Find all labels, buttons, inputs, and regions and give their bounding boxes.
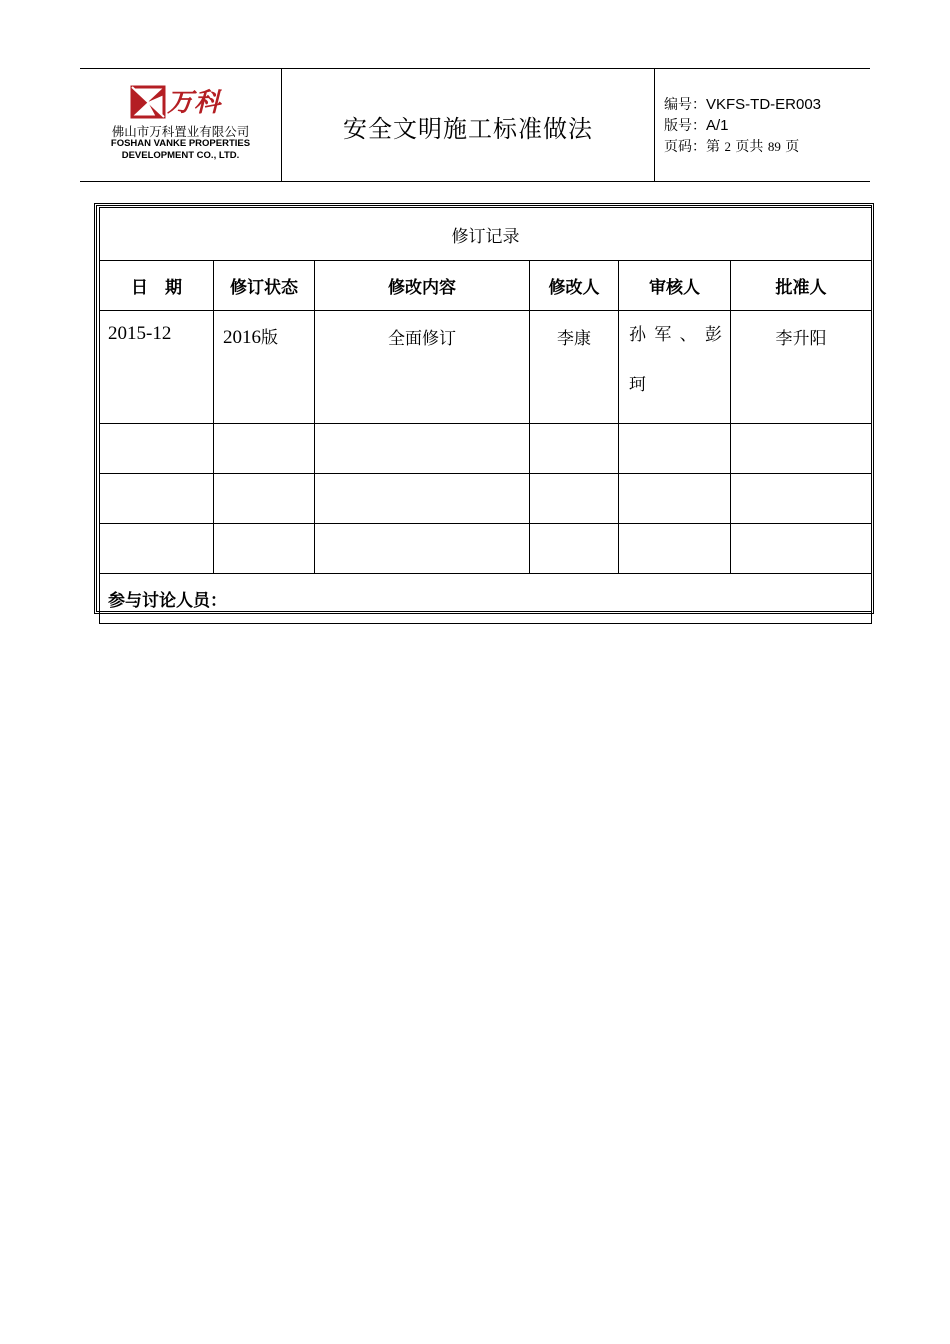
doc-meta-block	[655, 69, 870, 181]
table-row-empty	[100, 474, 872, 524]
page-suffix: 页	[780, 139, 800, 155]
page-number	[664, 138, 799, 156]
discussion-participants-label: 参与讨论人员：	[100, 574, 872, 624]
table-row-empty	[100, 424, 872, 474]
page-total: 89	[767, 139, 781, 154]
empty-cell	[315, 524, 530, 574]
revision-table-title: 修订记录	[100, 208, 872, 261]
doc-version-label: 版号：	[664, 118, 706, 134]
column-header-date: 日 期	[100, 261, 214, 311]
empty-cell	[315, 424, 530, 474]
page-middle: 页共	[730, 139, 768, 155]
cell-version	[214, 311, 315, 424]
empty-cell	[100, 424, 214, 474]
cell-approver: 李升阳	[731, 311, 872, 424]
empty-cell	[214, 424, 315, 474]
vanke-logo-icon	[130, 85, 166, 119]
empty-cell	[731, 474, 872, 524]
empty-cell	[731, 424, 872, 474]
company-name-cn: 佛山市万科置业有限公司	[111, 124, 250, 139]
cell-reviewer	[619, 311, 731, 424]
empty-cell	[731, 524, 872, 574]
reviewer-line2: 珂	[629, 375, 646, 395]
cell-content: 全面修订	[315, 311, 530, 424]
revision-table	[99, 207, 872, 624]
table-title-row	[100, 208, 872, 261]
doc-code-label: 编号：	[664, 97, 706, 113]
empty-cell	[619, 424, 731, 474]
page-header	[80, 68, 870, 182]
empty-cell	[214, 474, 315, 524]
company-logo-block	[80, 69, 282, 181]
version-number: 2016	[223, 327, 261, 348]
empty-cell	[530, 474, 619, 524]
page-label: 页码：	[664, 139, 706, 155]
column-header-modifier: 修改人	[530, 261, 619, 311]
table-row-empty	[100, 524, 872, 574]
column-header-content: 修改内容	[315, 261, 530, 311]
table-footer-row	[100, 574, 872, 624]
empty-cell	[619, 524, 731, 574]
title-block	[282, 69, 655, 181]
version-suffix: 版	[261, 328, 278, 348]
empty-cell	[619, 474, 731, 524]
company-name-en-line1: FOSHAN VANKE PROPERTIES	[110, 138, 251, 149]
empty-cell	[530, 524, 619, 574]
column-header-approver: 批准人	[731, 261, 872, 311]
doc-version-value: A/1	[706, 117, 729, 134]
cell-modifier: 李康	[530, 311, 619, 424]
vanke-logo	[130, 85, 240, 121]
empty-cell	[100, 524, 214, 574]
doc-version	[664, 117, 729, 135]
empty-cell	[100, 474, 214, 524]
revision-table-frame	[94, 203, 874, 614]
document-title: 安全文明施工标准做法	[343, 115, 593, 143]
table-header-row	[100, 261, 872, 311]
column-header-status: 修订状态	[214, 261, 315, 311]
empty-cell	[530, 424, 619, 474]
company-name-en-line2: DEVELOPMENT CO., LTD.	[121, 150, 240, 161]
doc-code	[664, 96, 821, 114]
logo-wordmark: 万科	[167, 88, 222, 118]
doc-code-value: VKFS-TD-ER003	[706, 96, 822, 113]
table-row	[100, 311, 872, 424]
empty-cell	[315, 474, 530, 524]
cell-date: 2015-12	[100, 311, 214, 424]
page-prefix: 第	[706, 139, 725, 155]
page-current: 2	[724, 139, 731, 154]
empty-cell	[214, 524, 315, 574]
column-header-reviewer: 审核人	[619, 261, 731, 311]
reviewer-line1: 孙 军 、 彭	[629, 325, 722, 345]
